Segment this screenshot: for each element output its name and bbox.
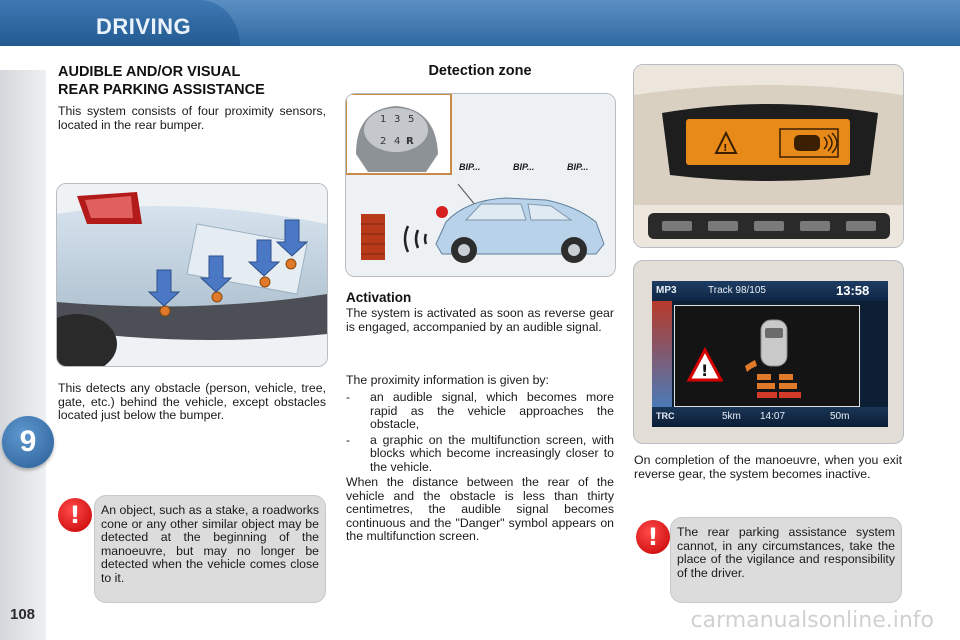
multifunction-screen <box>652 281 888 427</box>
activation-paragraph: The system is activated as soon as reverse gear is engaged, accompanied by an audible signal. <box>346 306 614 334</box>
warning-exclamation-icon: ! <box>58 498 92 532</box>
dashboard-display-illustration <box>633 64 904 248</box>
multifunction-screen-illustration <box>633 260 904 444</box>
detection-zone-title: Detection zone <box>428 63 532 79</box>
warning-note-box <box>94 495 326 603</box>
page-section-title: DRIVING <box>96 14 192 39</box>
bip-label: BIP... <box>567 162 589 172</box>
svg-text:4: 4 <box>394 136 401 147</box>
svg-text:!: ! <box>701 361 709 380</box>
warning-note-text: An object, such as a stake, a roadworks cone or any other similar object may be detected at the beginning of the manoeuvre, but may no longer be detected when the vehicle comes close to it. <box>101 503 319 585</box>
svg-text:R: R <box>406 136 414 147</box>
list-item: - an audible signal, which becomes more rapid as the vehicle approaches the obstacle, <box>346 390 614 431</box>
heading-line-1: AUDIBLE AND/OR VISUAL <box>58 64 241 80</box>
bip-label: BIP... <box>513 162 535 172</box>
distance-paragraph: When the distance between the rear of the vehicle and the obstacle is less than thirty centimetres, the audible signal becomes continuous and the "Danger" symbol appears on the multifunction screen. <box>346 475 614 543</box>
detection-zone-illustration <box>345 93 616 277</box>
intro-paragraph: This system consists of four proximity sensors, located in the rear bumper. <box>58 104 326 132</box>
svg-text:3: 3 <box>394 114 401 125</box>
dashboard-drawing <box>634 65 903 247</box>
proximity-list <box>346 391 614 476</box>
map-strip <box>652 301 672 407</box>
detects-paragraph: This detects any obstacle (person, vehicle, tree, gate, etc.) behind the vehicle, except obstacles located just below the bumper. <box>58 381 326 422</box>
warning-note-text: The rear parking assistance system cannot, in any circumstances, take the place of the vigilance and responsibility of the driver. <box>677 525 895 580</box>
clock-label: 13:58 <box>836 283 870 298</box>
svg-text:2: 2 <box>380 136 387 147</box>
chapter-badge: 9 <box>2 416 54 468</box>
svg-text:!: ! <box>723 143 728 154</box>
proximity-intro: The proximity information is given by: <box>346 373 549 387</box>
turn-distance-readout: 50m <box>830 411 850 422</box>
track-label: Track 98/105 <box>708 285 766 296</box>
svg-text:1: 1 <box>380 114 387 125</box>
warning-note-box <box>670 517 902 603</box>
chapter-sidebar <box>0 70 46 640</box>
section-heading <box>58 63 328 99</box>
trc-label: TRC <box>656 411 675 421</box>
list-item: - a graphic on the multifunction screen, with blocks which become increasingly closer to the vehicle. <box>346 432 614 474</box>
detection-zone-drawing <box>346 94 615 276</box>
warning-exclamation-icon: ! <box>636 520 670 554</box>
distance-readout: 5km <box>722 411 741 422</box>
parking-graphic <box>675 306 859 406</box>
eta-readout: 14:07 <box>760 411 786 422</box>
rear-bumper-sensors-illustration <box>56 183 328 367</box>
bumper-drawing <box>57 184 327 366</box>
activation-heading: Activation <box>346 290 412 305</box>
audio-source-label: MP3 <box>656 285 677 296</box>
bip-label: BIP... <box>459 162 481 172</box>
watermark: carmanualsonline.info <box>690 608 934 633</box>
completion-paragraph: On completion of the manoeuvre, when you exit reverse gear, the system becomes inactive. <box>634 453 902 481</box>
parking-graphic-overlay <box>674 305 860 407</box>
page-number: 108 <box>10 606 36 623</box>
heading-line-2: REAR PARKING ASSISTANCE <box>58 82 265 98</box>
svg-text:5: 5 <box>408 114 415 125</box>
